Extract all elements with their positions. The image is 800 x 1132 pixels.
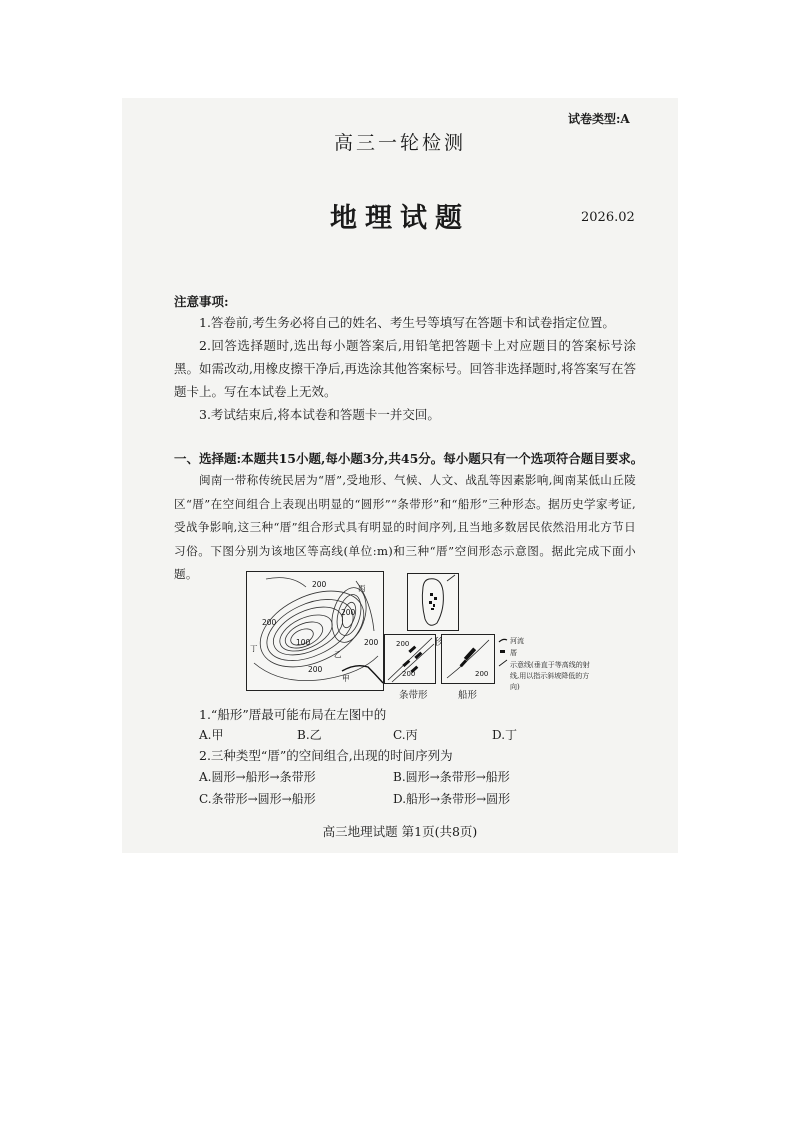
contour-label: 100 (296, 638, 311, 647)
contour-map (246, 571, 384, 691)
paper-type: 试卷类型:A (568, 112, 630, 126)
section-heading: 一、选择题:本题共15小题,每小题3分,共45分。每小题只有一个选项符合题目要求。 (174, 451, 644, 466)
question-intro: 闽南一带称传统民居为“厝”,受地形、气候、人文、战乱等因素影响,闽南某低山丘陵区“厝”在空间组合上表现出明显的“圆形”“条带形”和“船形”三种形态。据历史学家考证,受战争影响,这三种“厝”组合形式具有明显的时间序列,且当地多数居民依然沿用北方节日习俗。下图分别为该地区等高线(单位:m)和三种“厝”空间形态示意图。据此完成下面小题。 (174, 473, 636, 581)
inset-strip (384, 634, 436, 684)
point-label: 丙 (358, 584, 366, 593)
house-icon (500, 650, 505, 653)
exam-date: 2026.02 (581, 210, 635, 225)
exam-title: 地理试题 (330, 203, 470, 234)
inset-boat (441, 634, 495, 684)
question-1-option-a: A.甲 (199, 728, 224, 742)
contour-label: 200 (364, 638, 379, 647)
notice-heading: 注意事项: (174, 294, 229, 309)
point-label: 乙 (334, 650, 342, 659)
question-1-stem: 1.“船形”厝最可能布局在左图中的 (199, 707, 387, 722)
question-1-option-d: D.丁 (492, 728, 518, 742)
page-footer: 高三地理试题 第1页(共8页) (322, 824, 478, 839)
legend-river: 河流 (510, 637, 524, 645)
inset-caption: 条带形 (399, 690, 428, 701)
contour-label: 200 (308, 665, 323, 674)
question-2-option-c: C.条带形→圆形→船形 (199, 792, 316, 806)
inset-caption: 船形 (458, 690, 478, 701)
contour-label: 200 (312, 580, 327, 589)
legend-house: 厝 (510, 649, 517, 657)
notice-item-2: 2.回答选择题时,选出每小题答案后,用铅笔把答题卡上对应题目的答案标号涂黑。如需改动,用橡皮擦干净后,再选涂其他答案标号。回答非选择题时,将答案写在答题卡上。写在本试卷上无效。 (174, 338, 636, 399)
indicator-line-icon (499, 660, 507, 666)
question-2-option-d: D.船形→条带形→圆形 (393, 792, 511, 806)
legend-symbols (497, 636, 509, 672)
exam-subtitle: 高三一轮检测 (333, 132, 466, 154)
question-2-option-a: A.圆形→船形→条带形 (199, 770, 316, 784)
notice-item-3: 3.考试结束后,将本试卷和答题卡一并交回。 (199, 407, 440, 422)
notice-item-1: 1.答卷前,考生务必将自己的姓名、考生号等填写在答题卡和试卷指定位置。 (199, 315, 615, 330)
contour-label: 200 (341, 608, 356, 617)
contour-label: 200 (262, 618, 277, 627)
inset-contour-label: 200 (475, 670, 489, 678)
inset-contour-label: 200 (396, 640, 410, 648)
point-label: 甲 (342, 674, 350, 683)
point-label: 丁 (250, 644, 258, 653)
legend-indicator: 示意线(垂直于等高线的射线,用以指示斜坡降低的方向) (510, 661, 590, 691)
question-1-option-b: B.乙 (297, 728, 322, 742)
inset-round (407, 573, 459, 631)
question-2-option-b: B.圆形→条带形→船形 (393, 770, 510, 784)
question-1-option-c: C.丙 (393, 728, 418, 742)
inset-contour-label: 200 (402, 670, 416, 678)
river-icon (499, 639, 507, 642)
question-2-stem: 2.三种类型“厝”的空间组合,出现的时间序列为 (199, 748, 453, 763)
